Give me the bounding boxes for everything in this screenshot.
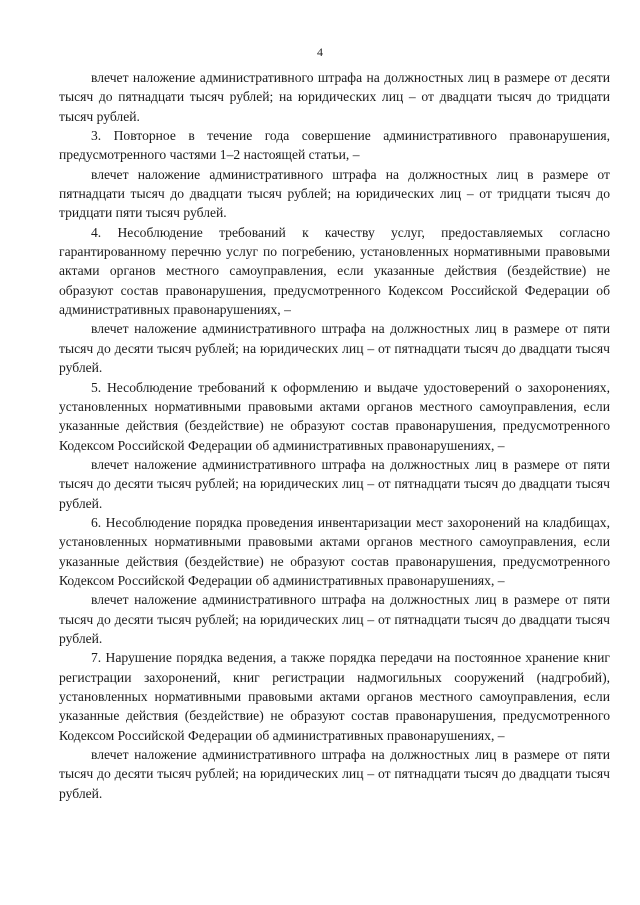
document-body (59, 68, 610, 803)
paragraph-5-penalty: влечет наложение административного штрафа на должностных лиц в размере от пяти тысяч до десяти тысяч рублей; на юридических лиц – от пятнадцати тысяч до двадцати тысяч рублей. (59, 456, 610, 511)
page-number: 4 (317, 45, 323, 59)
paragraph-7-penalty: влечет наложение административного штрафа на должностных лиц в размере от пяти тысяч до десяти тысяч рублей; на юридических лиц – от пятнадцати тысяч до двадцати тысяч рублей. (59, 747, 610, 801)
paragraph-6-penalty: влечет наложение административного штрафа на должностных лиц в размере от пяти тысяч до десяти тысяч рублей; на юридических лиц – от пятнадцати тысяч до двадцати тысяч рублей. (59, 592, 610, 646)
paragraph-4-service-quality: 4. Несоблюдение требований к качеству услуг, предоставляемых согласно гарантированному перечню услуг по погребению, установленных нормативными правовыми актами органов местного самоуправления, если указанные действия (бездействие) не образуют состав правонарушения, предусмотренного Кодексом Российской Федерации об административных правонарушениях, – (59, 224, 610, 318)
paragraph-3-repeat-offense: 3. Повторное в течение года совершение административного правонарушения, предусмотренного частями 1–2 настоящей статьи, – (59, 128, 610, 163)
paragraph-1-penalty: влечет наложение административного штрафа на должностных лиц в размере от десяти тысяч до пятнадцати тысяч рублей; на юридических лиц – от двадцати тысяч до тридцати тысяч рублей. (59, 70, 610, 124)
paragraph-7-registration-books: 7. Нарушение порядка ведения, а также порядка передачи на постоянное хранение книг регистрации захоронений, книг регистрации надмогильных сооружений (надгробий), установленных нормативными правовыми актами органов местного самоуправления, если указанные действия (бездействие) не образуют состав правонарушения, предусмотренного Кодексом Российской Федерации об административных правонарушениях, – (59, 650, 610, 743)
paragraph-3-penalty: влечет наложение административного штрафа на должностных лиц в размере от пятнадцати тысяч до двадцати тысяч рублей; на юридических лиц – от тридцати тысяч до тридцати пяти тысяч рублей. (59, 166, 610, 221)
paragraph-6-inventory: 6. Несоблюдение порядка проведения инвентаризации мест захоронений на кладбищах, установленных нормативными правовыми актами органов местного самоуправления, если указанные действия (бездействие) не образуют состав правонарушения, предусмотренного Кодексом Российской Федерации об административных правонарушениях, – (59, 514, 610, 588)
paragraph-4-penalty: влечет наложение административного штрафа на должностных лиц в размере от пяти тысяч до десяти тысяч рублей; на юридических лиц – от пятнадцати тысяч до двадцати тысяч рублей. (59, 321, 610, 376)
paragraph-5-certificates: 5. Несоблюдение требований к оформлению и выдаче удостоверений о захоронениях, установленных нормативными правовыми актами органов местного самоуправления, если указанные действия (бездействие) не образуют состав правонарушения, предусмотренного Кодексом Российской Федерации об административных правонарушениях, – (59, 379, 610, 453)
